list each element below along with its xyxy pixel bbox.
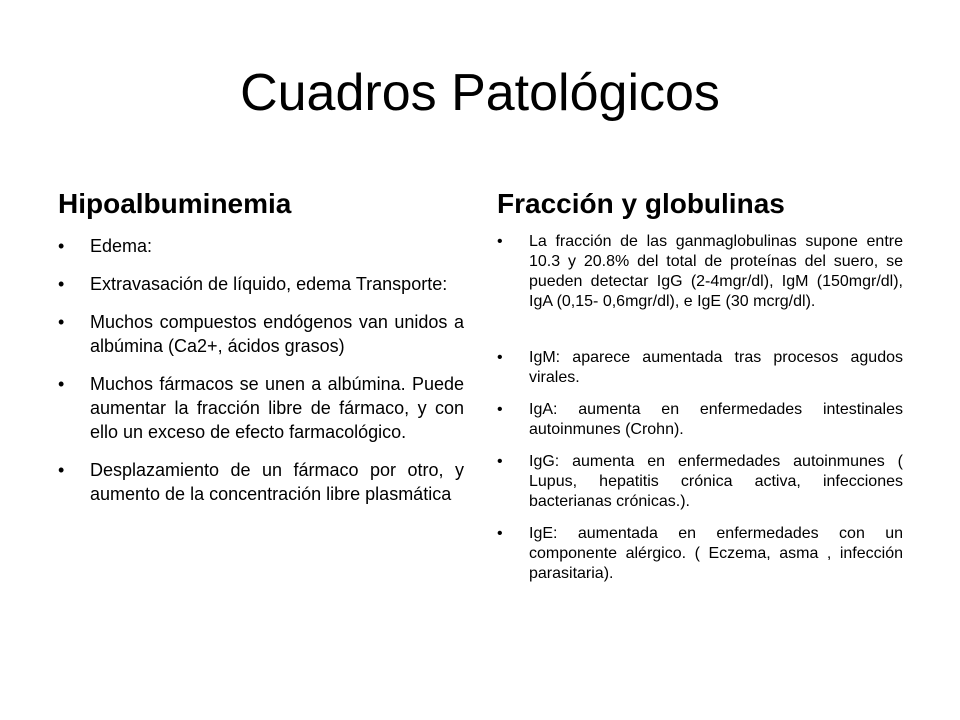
right-bullet-list	[497, 232, 903, 584]
list-item: • La fracción de las ganmaglobulinas supone entre 10.3 y 20.8% del total de proteínas del suero, se pueden detectar IgG (2-4mgr/dl), IgM (150mgr/dl), IgA (0,15- 0,6mgr/dl), e IgE (30 mcrg/dl).	[497, 232, 903, 312]
list-item: • Muchos fármacos se unen a albúmina. Puede aumentar la fracción libre de fármaco, y con ello un exceso de efecto farmacológico.	[58, 372, 464, 444]
list-item: • IgM: aparece aumentada tras procesos agudos virales.	[497, 348, 903, 388]
right-column	[497, 180, 903, 596]
left-bullet-list	[58, 234, 464, 506]
list-item: • IgA: aumenta en enfermedades intestinales autoinmunes (Crohn).	[497, 400, 903, 440]
list-item: • IgE: aumentada en enfermedades con un componente alérgico. ( Eczema, asma , infección parasitaria).	[497, 524, 903, 584]
left-heading: Hipoalbuminemia	[58, 188, 292, 219]
slide-title: Cuadros Patológicos	[240, 64, 720, 122]
list-item: • Desplazamiento de un fármaco por otro, y aumento de la concentración libre plasmática	[58, 458, 464, 506]
list-item: • Edema:	[58, 234, 464, 258]
list-item: • Extravasación de líquido, edema Transporte:	[58, 272, 464, 296]
right-heading: Fracción y globulinas	[497, 188, 785, 219]
list-item: • Muchos compuestos endógenos van unidos a albúmina (Ca2+, ácidos grasos)	[58, 310, 464, 358]
left-column	[58, 180, 464, 520]
list-item: • IgG: aumenta en enfermedades autoinmunes ( Lupus, hepatitis crónica activa, infecciones bacterianas crónicas.).	[497, 452, 903, 512]
